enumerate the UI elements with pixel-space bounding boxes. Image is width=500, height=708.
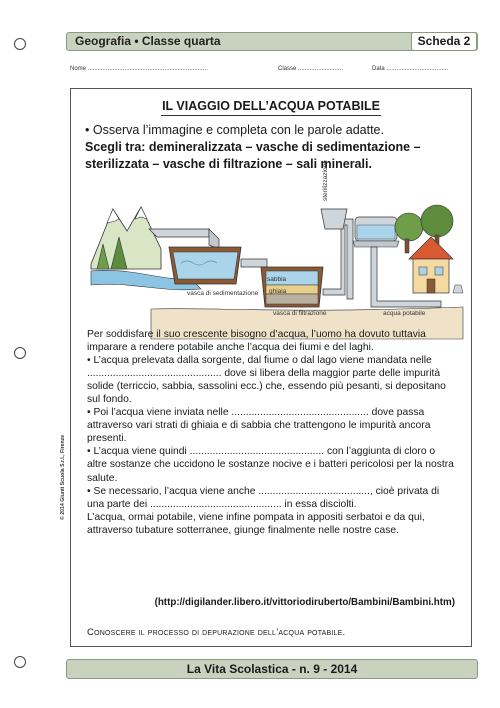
- instruction-line-1: • Osserva l’immagine e completa con le parole adatte.: [85, 123, 384, 137]
- label-sedimentation: vasca di sedimentazione: [187, 290, 259, 297]
- body-text: [87, 328, 457, 537]
- water-treatment-illustration: [91, 160, 463, 324]
- sheet-number: Scheda 2: [411, 32, 477, 51]
- title-underline: [161, 115, 381, 116]
- class-field[interactable]: Classe ...........................: [278, 66, 344, 72]
- worksheet-box: [70, 88, 472, 647]
- instruction-word-bank: Scegli tra: demineralizzata – vasche di sedimentazione – sterilizzata – vasche di filtrazione – sali minerali.: [85, 140, 421, 171]
- copyright-note: © 2014 Giunti Scuola S.r.l., Firenze: [60, 434, 66, 520]
- paragraph-sedimentation: • L’acqua prelevata dalla sorgente, dal fiume o dal lago viene mandata nelle ............................................... dove si libera della maggior parte delle impurità solide (terriccio, sabbia, sassolini ecc.) che, essendo più pesanti, si depositano sul fondo.: [87, 355, 446, 406]
- date-field[interactable]: Data .....................................: [372, 66, 449, 72]
- binder-hole-top: [14, 38, 26, 50]
- label-filtration: vasca di filtrazione: [273, 310, 327, 317]
- label-potable: acqua potabile: [383, 310, 426, 317]
- header-bar: [66, 32, 478, 51]
- name-field[interactable]: Nome ........................................................................: [70, 66, 208, 72]
- footer-bar: La Vita Scolastica - n. 9 - 2014: [66, 659, 478, 679]
- paragraph-demineralization: • Se necessario, l’acqua viene anche ......................................., cioè privata di una parte dei .............................................. in essa disciolti.: [87, 485, 440, 510]
- instructions: [85, 122, 457, 173]
- label-sterilization: sterilizzazione: [322, 160, 329, 201]
- source-link[interactable]: (http://digilander.libero.it/vittoriodiruberto/Bambini/Bambini.htm): [154, 597, 455, 608]
- subject-label: Geografia • Classe quarta: [75, 34, 221, 48]
- label-gravel: ghiaia: [269, 288, 287, 295]
- binder-hole-middle: [14, 347, 26, 359]
- paragraph-sterilization: • L’acqua viene quindi ............................................... con l’aggiunta di cloro o altre sostanze che uccidono le sostanze nocive e i batteri pericolosi per la nostra salute.: [87, 446, 454, 484]
- label-sand: sabbia: [267, 276, 287, 283]
- binder-hole-bottom: [14, 656, 26, 668]
- paragraph-filtration: • Poi l’acqua viene inviata nelle ................................................ dove passa attraverso vari strati di ghiaia e di sabbia che trattengono le impurità ancora presenti.: [87, 407, 431, 445]
- paragraph-intro: Per soddisfare il suo crescente bisogno d’acqua, l’uomo ha dovuto tuttavia imparare a rendere potabile anche l’acqua dei fiumi e del laghi.: [87, 329, 426, 354]
- learning-objective: Conoscere il processo di depurazione dell’acqua potabile.: [87, 627, 346, 638]
- paragraph-conclusion: L’acqua, ormai potabile, viene infine pompata in appositi serbatoi e da qui, attraverso tubature sotterranee, giunge finalmente nelle nostre case.: [87, 511, 425, 536]
- worksheet-title: IL VIAGGIO DELL’ACQUA POTABILE: [162, 99, 380, 113]
